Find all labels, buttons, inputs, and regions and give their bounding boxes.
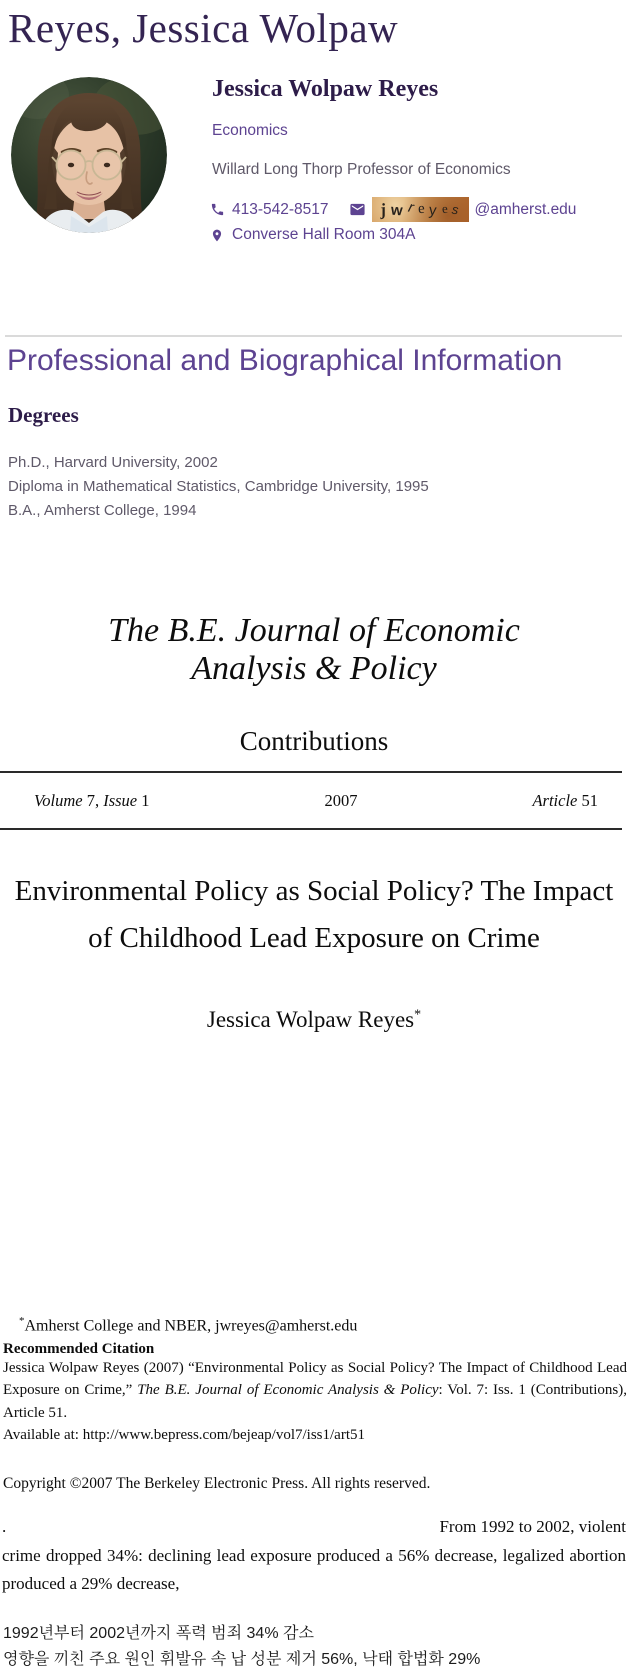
profile-name: Jessica Wolpaw Reyes: [212, 76, 439, 102]
author-footnote: *Amherst College and NBER, jwreyes@amherst.edu: [19, 1315, 358, 1335]
page-title: Reyes, Jessica Wolpaw: [8, 5, 399, 51]
degrees-list: [8, 451, 620, 523]
captcha-letter: e: [417, 200, 425, 218]
abstract-excerpt: [2, 1513, 626, 1599]
section-divider: [5, 335, 622, 337]
korean-note-line-2: 영향을 끼친 주요 원인 휘발유 속 납 성분 제거 56%, 낙태 합법화 29%: [3, 1651, 481, 1668]
bio-section-heading: Professional and Biographical Information: [7, 344, 563, 377]
cited-journal-name: The B.E. Journal of Economic Analysis & Policy: [137, 1382, 439, 1399]
location-pin-icon: [210, 227, 224, 244]
journal-series: Contributions: [239, 726, 389, 756]
profile-photo: [11, 77, 167, 233]
office-row: [210, 225, 416, 245]
copyright-line: Copyright ©2007 The Berkeley Electronic Press. All rights reserved.: [3, 1475, 431, 1492]
excerpt-body: crime dropped 34%: declining lead exposure produced a 56% decrease, legalized abortion produced a 29% decrease,: [2, 1545, 626, 1593]
article-author: Jessica Wolpaw Reyes*: [206, 1007, 422, 1032]
office-location: Converse Hall Room 304A: [232, 226, 416, 243]
degree-item: Diploma in Mathematical Statistics, Cambridge University, 1995: [8, 478, 429, 495]
job-title: Willard Long Thorp Professor of Economics: [212, 161, 511, 178]
portrait-illustration: [11, 77, 167, 233]
excerpt-first-line: . From 1992 to 2002, violent: [2, 1513, 626, 1542]
captcha-letter: w: [390, 201, 404, 220]
citation-text: Jessica Wolpaw Reyes (2007) “Environmental Policy as Social Policy? The Impact of Childhood Lead Exposure on Crime,” The B.E. Journal of Economic Analysis & Policy: Vol. 7: Iss. 1 (Contributions), Article 51. Available at: http://www.bepress.com/bejeap/vol7/iss1/art51: [3, 1357, 627, 1446]
journal-title: The B.E. Journal of Economic Analysis & Policy: [108, 612, 520, 687]
contact-row: [210, 196, 576, 223]
phone-icon: [210, 202, 225, 217]
korean-note-line-1: 1992년부터 2002년까지 폭력 범죄 34% 감소: [3, 1625, 314, 1642]
article-title: Environmental Policy as Social Policy? The Impact of Childhood Lead Exposure on Crime: [14, 875, 614, 954]
email-captcha-image[interactable]: [372, 197, 469, 222]
journal-masthead-row: [0, 771, 622, 830]
recommended-citation-heading: Recommended Citation: [3, 1341, 155, 1357]
author-footnote-mark: *: [414, 1007, 422, 1023]
email-domain-link[interactable]: @amherst.edu: [474, 200, 577, 218]
degrees-heading: Degrees: [8, 403, 79, 427]
captcha-letter: s: [451, 201, 460, 218]
phone-number-link[interactable]: 413-542-8517: [232, 200, 329, 218]
captcha-letter: e: [440, 200, 449, 217]
volume-issue-cell: Volume 7, Issue 1: [34, 790, 150, 810]
captcha-letter: r: [406, 198, 415, 217]
captcha-letter: j: [379, 199, 388, 220]
stray-period: .: [2, 1517, 7, 1536]
year-cell: 2007: [324, 790, 358, 810]
degree-item: Ph.D., Harvard University, 2002: [8, 454, 218, 471]
envelope-icon: [349, 201, 366, 218]
available-at-link[interactable]: Available at: http://www.bepress.com/bejeap/vol7/iss1/art51: [3, 1426, 365, 1443]
department-link[interactable]: Economics: [212, 122, 288, 139]
article-number-cell: Article 51: [532, 790, 598, 810]
degree-item: B.A., Amherst College, 1994: [8, 502, 197, 519]
captcha-letter: y: [428, 201, 438, 220]
